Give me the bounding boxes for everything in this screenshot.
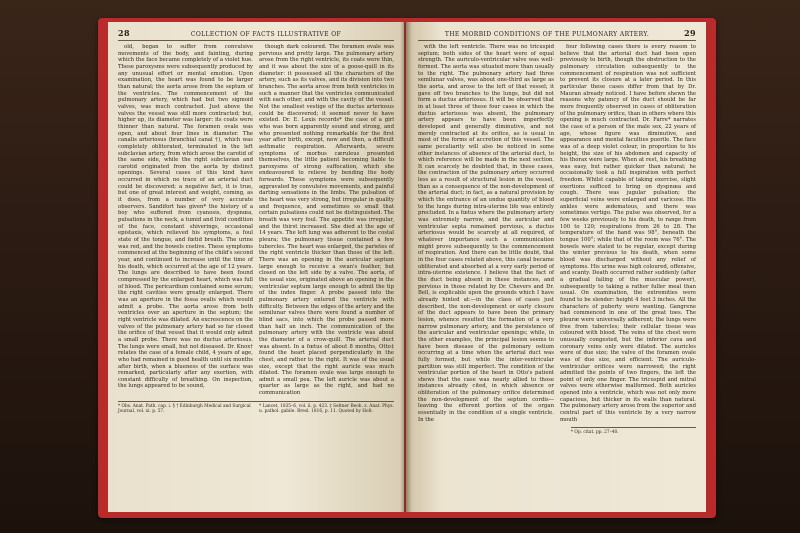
left-footnotes <box>118 401 394 415</box>
left-column-1 <box>118 44 253 397</box>
right-column-1 <box>418 44 554 423</box>
right-columns <box>418 44 696 423</box>
right-col1-text: with the left ventricle. There was no tricuspid septum; both sides of the heart were of equal strength. The auriculo-ventricular valve was well-formed. The aorta was situated more than usually to the right. The pulmonary artery had three semilunar valves, was about one-third as large as the aorta, and arose to the left of that vessel; it gave off two branches to the lungs, but did not form a ductus arteriosus. It will be observed that in at least three of these four cases in which the ductus arteriosus was absent, the pulmonary artery appears to have been imperfectly developed and generally diminutive, and not merely contracted at its orifice, as is usual in most of the forms of accretion of this vessel. The same peculiarity will also be noticed in some other instances of absence of the arterial duct, to which reference will be made in the next section. It can scarcely be doubted that, in these cases, the contraction of the pulmonary artery occurred less as a result of structural lesion in the vessel, than as a consequence of the non-development of the arterial duct; in fact, as a natural provision by which the entrance of an undue quantity of blood to the lungs during intra-uterine life was entirely precluded. In a fœtus where the pulmonary artery was extremely narrow, and the auricular and ventricular septa remained pervious, a ductus arteriosus would be scarcely at all required, of whatever importance such a communication might prove subsequently to the commencement of respiration. And there can be little doubt, that in the four cases related above, this canal became obliterated and absorbed at a very early period of intra-uterine existence. I believe that the fact of the duct being absent in these instances, and pervious in those related by Dr. Chevers and Dr. Bell, is explicable upon the grounds which I have already hinted at:—in the class of cases just described, the non-development or early closure of the duct appears to have been the primary lesion, whence resulted the formation of a very narrow pulmonary artery, and the persistence of the auricular and ventricular openings; while, in the other examples, the principal lesion seems to have been disease of the pulmonary ostium occurring at a time when the arterial duct was fully formed, but while the inter-ventricular partition was still imperfect. The condition of the ventricular portion of the heart in Otto's patient shews that the case was nearly allied to those instances already cited, in which absence or obliteration of the pulmonary orifice determined the non-development of the septum cordis—leaving the efferent portion of the organ essentially in the condition of a single ventricle. In the <box>418 44 554 423</box>
left-col2-text: though dark coloured. The foramen ovale was pervious and pretty large. The pulmonary artery arose from the right ventricle, its coats were thin, and it was about the size of a goose-quill in its diameter: it possessed all the characters of the artery, such as its valves, and its division into two branches. The aorta arose from both ventricles in such a manner that the ventricles communicated with each other, and with the cavity of the vessel. Not the smallest vestige of the ductus arteriosus could be discovered; it seemed never to have existed. Dr. E. Lexis records* the case of a girl who was born apparently sound and strong, and who presented nothing remarkable for the first year after birth, except, now and then, a difficult asthmatic respiration. Afterwards, severe symptoms of morbus cæruleus presented themselves, the little patient becoming liable to paroxysms of strong suffocation, which she endeavoured to relieve by bending the body forwards. These symptoms were subsequently aggravated by convulsive movements, and painful darting sensations in the limbs. The pulsation of the heart was very strong, but irregular in quality and frequence, and sometimes so small that certain pulsations could not be distinguished. The breath was very foul. The appetite was irregular, and the thirst increased. She died at the age of 14 years. The left lung was adherent to the costal pleura; the pulmonary tissue contained a few tubercles. The heart was enlarged, the parietes of the right ventricle thicker than those of the left. There was an opening in the auricular septum large enough to receive a swan's feather, but closed on the left side by a valve. The aorta, of the usual size, originated above an opening in the ventricular septum large enough to admit the tip of the index finger. A probe passed into the pulmonary artery entered the ventricle with difficulty. Between the edges of the artery and the semilunar valves there were found a number of blind sacs, into which the probe passed more than half an inch. The communication of the pulmonary artery with the ventricle was about the diameter of a crow-quill. The arterial duct was absent. In a fœtus of about 8 months, Otto‡ found the heart placed perpendicularly in the chest, and rather to the right. It was of the usual size, except that the right auricle was much dilated. The foramen ovale was large enough to admit a small pea. The left auricle was about a quarter as large as the right, and had no communication <box>259 44 394 397</box>
left-page <box>108 22 404 512</box>
left-running-title: COLLECTION OF FACTS ILLUSTRATIVE OF <box>190 31 342 38</box>
left-columns <box>118 44 394 397</box>
right-page <box>406 22 706 512</box>
left-footnote-col1: * Obs. Anat. Path. cap. i. § † Edinburgh Medical and Surgical Journal, vol. xi. p. 57. <box>118 403 251 415</box>
left-col1-text: old, began to suffer from convulsive movements of the body, and fainting, during which the face became completely of a violet hue. These paroxysms were subsequently produced by any unusual effort or mental emotion. Upon examination, the heart was found to be larger than natural; the aorta arose from the septum of the ventricles. The commencement of the pulmonary artery, which had but two sigmoid valves, was much contracted. Just above the valves the vessel was still more contracted; but, higher up, its diameter was larger: its coats were thinner than natural. The foramen ovale was open, and about four lines in diameter. The canalis arteriosus (branchial canal †), which was completely obliterated, terminated in the left subclavian artery, from which arose the carotid of the same side, while the right subclavian and carotid originated from the aorta by distinct openings. Several cases of this kind have occurred in which no trace of an arterial duct could be discovered; a negative fact, it is true, but one of great interest and weight, coming, as it does, from a number of very accurate observers. Sandifort has given* the history of a boy who suffered from cyanosis, dyspnœa, pulsations in the neck, a tumid and livid condition of the face, constant shiverings, occasional epistaxis, which relieved his symptoms, a foul state of the tongue, and fœtid breath. The urine was red, and the bowels costive. These symptoms commenced at the beginning of the child's second year, and continued to increase until the time of his death, which occurred at the age of 12 years. The lungs are described to have been found compressed by the enlarged heart, which was full of blood. The pericardium contained some serum; the right cavities were greatly enlarged. There was an aperture in the fossa ovalis which would admit a probe. The aorta arose from both ventricles over an aperture in the septum; the right ventricle was dilated. An excrescence on the valves of the pulmonary artery had so far closed the orifice of that vessel that it would only admit a small probe. There was no ductus arteriosus. The lungs were small, but not diseased. Dr. Knox† relates the case of a female child, 4 years of age, who had remained in good health until six months after birth, when a blueness of the surface was remarked, particularly after any exertion, with constant difficulty of breathing. On inspection, the lungs appeared to be sound, <box>118 44 253 390</box>
book-gutter <box>400 22 412 512</box>
left-column-2 <box>259 44 394 397</box>
left-footnote-col2: * Lancet, 1835–6, vol. ii. p. 423. ‡ Seltner Beob. z. Anat. Phys. u. pathol. gabile. Bresl. 1816, p. 11. Quoted by Holt. <box>259 403 394 415</box>
right-footnote: * Op. citat. pp. 27–40. <box>571 427 696 435</box>
right-col2-text: four following cases there is every reason to believe that the arterial duct had been open previously to birth, though the obstruction to the pulmonary circulation subsequently to the commencement of respiration was not sufficient to prevent its closure at a later period. In this particular these cases differ from that by Dr. Mauran already noticed. I have before shewn the reasons why patency of the duct should be far more frequently observed in cases of obliteration of the pulmonary orifice, than in others where this opening is much contracted. Dr. Farre* narrates the case of a person of the male sex, 22 years of age, whose figure was diminutive, and appearance and mental faculties puerile. The face was of a deep violet colour, in proportion to his height, the size of his abdomen and capacity of his thorax were large. When at rest, his breathing was easy, but rather quicker than natural; he occasionally took a full inspiration with perfect freedom. Whilst capable of taking exercise, slight exertions sufficed to bring on dyspnœa and cough. There was jugular pulsation; the superficial veins were enlarged and varicose. His ankles were ædematous, and there was sometimes vertigo. The pulse was observed, for a few weeks previously to his death, to range from 100 to 120; respirations from 26 to 28. The temperature of the hand was 98°, beneath the tongue 100°; while that of the room was 76°. The bowels were stated to be regular, except during the winter previous to his death, when some blood was discharged without any relief of symptoms. His urine was high coloured, offensive, and scanty. Death occurred rather suddenly (after a gradual failing of the muscular power), subsequently to taking a rather fuller meal than usual. On examination, the extremities were found to be slender: height 4 feet 3 inches. All the characters of puberty were wanting. Gangrene had commenced in one of the great toes. The pleuræ were universally adherent; the lungs were free from tubercles; their cellular tissue was coloured with blood. The veins of the chest were unusually congested, but the inferior cava and coronary veins only were dilated. The auricles were of due size; the valve of the foramen ovale was of due size, and efficient. The auriculo-ventricular orifices were narrowed; the right admitted the points of two fingers, the left the point of only one finger. The tricuspid and mitral valves were otherwise malformed. Both auricles opened into a ventricle, which was not only more capacious, but thicker in its walls than natural. The pulmonary artery arose from the superior and central part of this ventricle by a very narrow mouth <box>560 44 696 423</box>
right-running-title: THE MORBID CONDITIONS OF THE PULMONARY ARTERY. <box>444 31 650 38</box>
right-page-number: 29 <box>684 28 696 38</box>
left-page-number: 28 <box>118 28 130 38</box>
right-column-2 <box>560 44 696 423</box>
right-running-head <box>418 28 696 41</box>
left-running-head <box>118 28 394 41</box>
